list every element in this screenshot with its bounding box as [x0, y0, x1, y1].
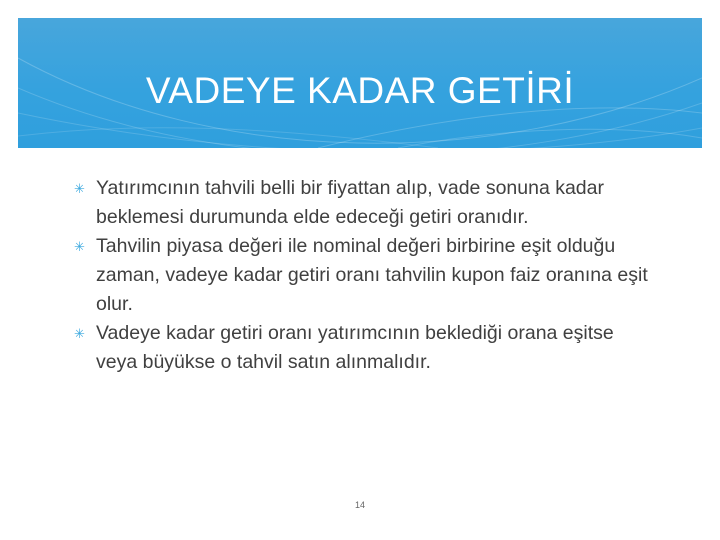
asterisk-bullet-icon: ✳ [74, 239, 85, 254]
bullet-item [74, 232, 654, 319]
title-banner [18, 18, 702, 148]
slide-title: VADEYE KADAR GETİRİ [145, 70, 575, 111]
bullet-item [74, 319, 654, 377]
bullet-list [74, 174, 654, 377]
bullet-text: Tahvilin piyasa değeri ile nominal değeri birbirine eşit olduğu zaman, vadeye kadar getiri oranı tahvilin kupon faiz oranına eşit olur. [96, 235, 648, 315]
asterisk-bullet-icon: ✳ [74, 181, 85, 196]
bullet-text: Yatırımcının tahvili belli bir fiyattan alıp, vade sonuna kadar beklemesi durumunda elde edeceği getiri oranıdır. [96, 177, 604, 228]
page-number: 14 [354, 500, 365, 510]
asterisk-bullet-icon: ✳ [74, 326, 85, 341]
bullet-item [74, 174, 654, 232]
bullet-text: Vadeye kadar getiri oranı yatırımcının beklediği orana eşitse veya büyükse o tahvil satın alınmalıdır. [96, 322, 614, 373]
